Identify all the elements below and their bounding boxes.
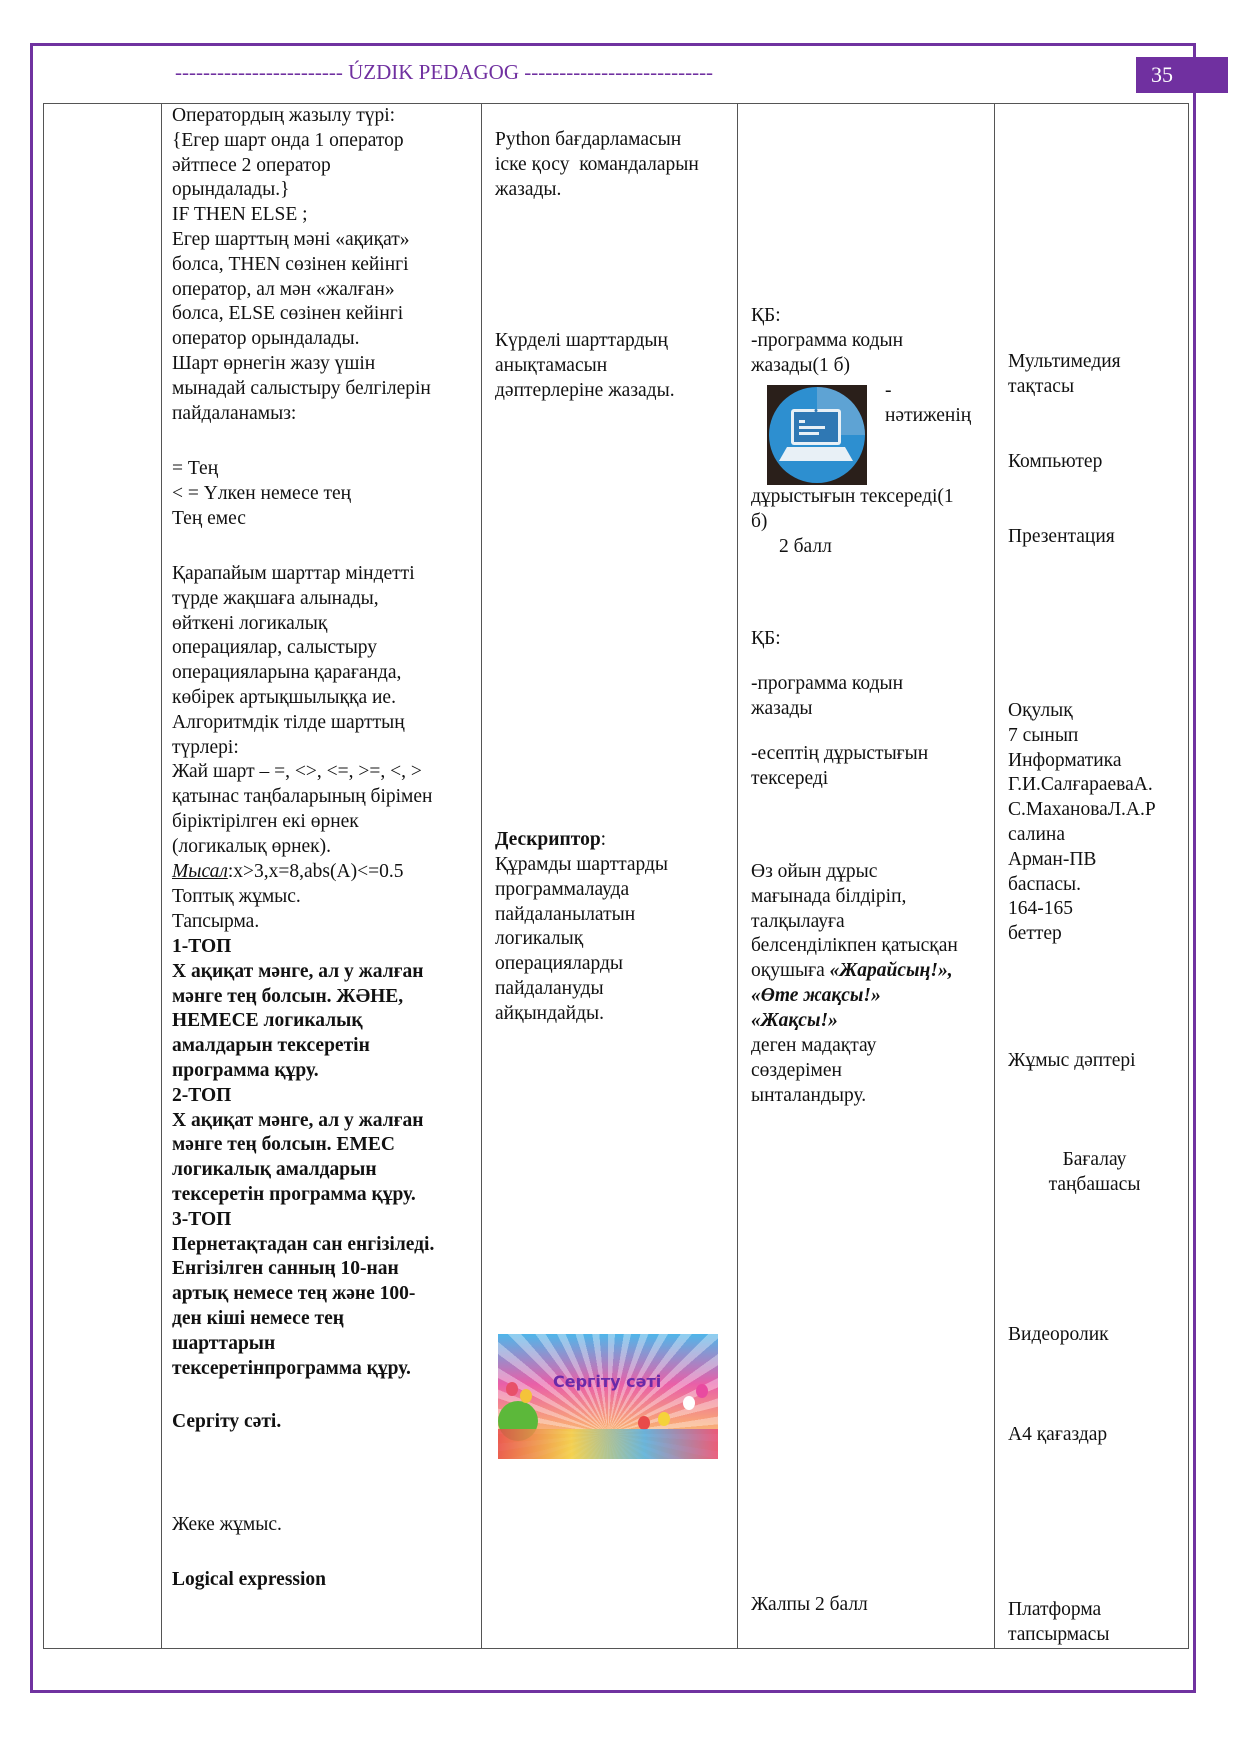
text-line: мағынада білдіріп, [751, 885, 907, 907]
text-line: {Егер шарт онда 1 оператор [172, 129, 404, 151]
example-value: :x>3,x=8,abs(A)<=0.5 [227, 861, 404, 882]
text-line: тапсырмасы [1008, 1623, 1110, 1645]
praise-pupil: оқушыға [751, 960, 830, 981]
column-divider [481, 104, 482, 1648]
text-line: Алгоритмдік тілде шарттың [172, 711, 405, 733]
kb2-label: ҚБ: [751, 628, 781, 649]
text-line: орындалады.} [172, 179, 290, 201]
column-divider [994, 104, 995, 1648]
header-title: ------------------------ ÚZDIK PEDAGOG --------------------------- [175, 60, 714, 84]
text-line: тексеретінпрограмма құру. [172, 1357, 411, 1379]
text-line: 164-165 [1008, 898, 1073, 920]
text-line: сөздерімен [751, 1059, 842, 1081]
text-line: қатынас таңбаларының бірімен [172, 786, 433, 808]
text-line: жазады(1 б) [751, 354, 851, 376]
kb2-check-text [751, 742, 928, 792]
column-divider [737, 104, 738, 1648]
text-line: амалдарын тексеретін [172, 1035, 370, 1057]
praise-text [751, 860, 958, 959]
example-label: Мысал [172, 861, 228, 882]
text-line: мәнге тең болсын. ЕМЕС [172, 1134, 395, 1156]
text-line: Қарапайым шарттар міндетті [172, 563, 415, 584]
text-line: операцияларды [495, 953, 623, 975]
balloon-graphic [506, 1382, 518, 1396]
kb2-code-text [751, 672, 903, 722]
resource-workbook: Жұмыс дәптері [1008, 1050, 1136, 1071]
group-tasks-text [172, 935, 434, 1381]
text-line: шарттарын [172, 1332, 276, 1354]
text-line: Күрделі шарттардың [495, 330, 668, 351]
text-line: логикалық [495, 928, 584, 950]
laptop-icon [767, 385, 867, 485]
text-line: деген мадақтау [751, 1035, 877, 1056]
text-line: < = Үлкен немесе тең [172, 482, 352, 504]
praise-word-1: «Жарайсың!», [829, 960, 953, 981]
text-line: Информатика [1008, 749, 1122, 771]
sergitu-image [498, 1334, 718, 1459]
text-line: = Тең [172, 458, 219, 479]
text-line: С.МахановаЛ.А.Р [1008, 799, 1156, 821]
sergitu-image-caption: Сергіту сәті [553, 1372, 662, 1391]
operator-syntax-text [172, 104, 431, 426]
text-line: логикалық амалдарын [172, 1159, 377, 1181]
text-line: дұрыстығын тексереді(1 [751, 486, 954, 507]
text-line: 7 сынып [1008, 724, 1079, 746]
text-line: программалауда [495, 878, 630, 900]
text-line: белсенділікпен қатысқан [751, 935, 958, 957]
text-line: жазады. [495, 178, 562, 200]
resource-platform [1008, 1598, 1109, 1648]
complex-conditions-text [495, 329, 675, 403]
praise-word-3: «Жақсы!» [751, 1010, 838, 1031]
balloon-graphic [658, 1412, 670, 1426]
text-line: түрлері: [172, 736, 239, 758]
text-line: -программа кодын [751, 329, 904, 351]
text-line: Платформа [1008, 1599, 1102, 1620]
text-line: б) [751, 510, 768, 532]
text-line: дәптерлеріне жазады. [495, 379, 675, 401]
text-line: оператор, ал мән «жалған» [172, 278, 395, 300]
page-number-badge: 35 [1136, 57, 1228, 93]
text-line: Құрамды шарттарды [495, 854, 669, 875]
text-line: айқындайды. [495, 1002, 605, 1024]
text-line: -есептің дұрыстығын [751, 743, 929, 764]
text-line: анықтамасын [495, 354, 608, 376]
text-line: тексеретін программа құру. [172, 1183, 416, 1205]
text-line: 3-ТОП [172, 1208, 232, 1230]
balloon-graphic [696, 1384, 708, 1398]
text-line: пайдаланамыз: [172, 402, 297, 424]
resource-a4: А4 қағаздар [1008, 1424, 1108, 1445]
ground-graphic [498, 1429, 718, 1459]
text-line: ҚБ: [751, 305, 781, 326]
text-line: 1-ТОП [172, 936, 232, 957]
text-line: пайдалануды [495, 977, 604, 999]
text-line: ынталандыру. [751, 1084, 867, 1106]
text-line: Егер шарттың мәні «ақиқат» [172, 228, 410, 250]
text-line: Өз ойын дұрыс [751, 861, 878, 882]
text-line: талқылауға [751, 910, 845, 932]
text-line: операцияларына қарағанда, [172, 662, 402, 684]
text-line: болса, THEN сөзінен кейінгі [172, 253, 409, 275]
sergitu-label: Сергіту сәті. [172, 1411, 282, 1432]
total-points: Жалпы 2 балл [751, 1594, 868, 1615]
descriptor-colon: : [600, 829, 607, 850]
text-line: ден кіші немесе тең [172, 1307, 344, 1329]
group-work-label: Топтық жұмыс. [172, 886, 301, 907]
task-label: Тапсырма. [172, 911, 260, 932]
praise-end-text [751, 1034, 876, 1108]
text-line: Python бағдарламасын [495, 129, 682, 150]
resource-presentation: Презентация [1008, 526, 1115, 547]
balloon-graphic [638, 1416, 650, 1430]
points-text: 2 балл [779, 536, 832, 557]
text-line: мәнге тең болсын. ЖӘНЕ, [172, 985, 404, 1007]
individual-work-label: Жеке жұмыс. [172, 1514, 282, 1535]
simple-conditions-text [172, 562, 433, 860]
text-line: Тең емес [172, 507, 246, 529]
resource-computer: Компьютер [1008, 451, 1103, 472]
python-task-text [495, 128, 699, 202]
column-divider [161, 104, 162, 1648]
text-line: НЕМЕСЕ логикалық [172, 1010, 363, 1032]
text-line: IF THEN ELSE ; [172, 204, 308, 226]
text-line: Мультимедия [1008, 351, 1121, 372]
praise-pupil-line [751, 959, 953, 984]
text-line: мынадай салыстыру белгілерін [172, 377, 431, 399]
text-line: X ақиқат мәнге, ал y жалған [172, 1109, 424, 1131]
text-line: Оператордың жазылу түрі: [172, 105, 396, 126]
text-line: X ақиқат мәнге, ал y жалған [172, 960, 424, 982]
text-line: -программа кодын [751, 673, 904, 694]
text-line: (логикалық өрнек). [172, 835, 332, 857]
resource-video: Видеоролик [1008, 1324, 1109, 1345]
text-line: оператор орындалады. [172, 328, 360, 350]
text-line: жазады [751, 697, 813, 719]
check-text [751, 485, 954, 535]
kb1-text [751, 304, 903, 378]
text-line: программа құру. [172, 1059, 319, 1081]
descriptor-text [495, 853, 668, 1027]
result-word: нәтиженің [885, 405, 972, 426]
text-line: түрде жақшаға алынады, [172, 587, 379, 609]
praise-word-2: «Өте жақсы!» [751, 985, 881, 1006]
text-line: біріктірілген екі өрнек [172, 810, 359, 832]
text-line: Шарт өрнегін жазу үшін [172, 352, 376, 374]
text-line: Арман-ПВ [1008, 848, 1097, 870]
text-line: әйтпесе 2 оператор [172, 154, 331, 176]
text-line: таңбашасы [1048, 1173, 1141, 1195]
text-line: тақтасы [1008, 375, 1075, 397]
resource-textbook [1008, 699, 1156, 947]
text-line: өйткені логикалық [172, 612, 328, 634]
text-line: Оқулық [1008, 700, 1073, 721]
text-line: пайдаланылатын [495, 903, 636, 925]
example-line [172, 860, 403, 885]
text-line: Пернетақтадан сан енгізіледі. [172, 1233, 435, 1255]
resource-rating-card [1012, 1148, 1177, 1198]
descriptor-heading [495, 828, 606, 853]
text-line: беттер [1008, 923, 1062, 945]
text-line: іске қосу командаларын [495, 153, 699, 175]
balloon-graphic [683, 1396, 695, 1410]
text-line: тексереді [751, 767, 829, 789]
balloon-graphic [520, 1389, 532, 1403]
text-line: Бағалау [1062, 1149, 1127, 1170]
text-line: 2-ТОП [172, 1084, 232, 1106]
text-line: Жай шарт – =, <>, <=, >=, <, > [172, 761, 422, 783]
text-line: артық немесе тең және 100- [172, 1283, 416, 1305]
text-line: көбірек артықшылыққа ие. [172, 686, 396, 708]
dash-text: - [885, 380, 892, 401]
text-line: Г.И.СалғараеваА. [1008, 774, 1153, 796]
text-line: операциялар, салыстыру [172, 637, 378, 659]
text-line: болса, ELSE сөзінен кейінгі [172, 303, 404, 325]
logical-expression-label: Logical expression [172, 1569, 327, 1590]
resource-multimedia [1008, 350, 1121, 400]
text-line: баспасы. [1008, 873, 1081, 895]
text-line: Енгізілген санның 10-нан [172, 1258, 399, 1280]
descriptor-label: Дескриптор [495, 829, 601, 850]
comparison-signs-text [172, 457, 351, 531]
text-line: салина [1008, 823, 1065, 845]
